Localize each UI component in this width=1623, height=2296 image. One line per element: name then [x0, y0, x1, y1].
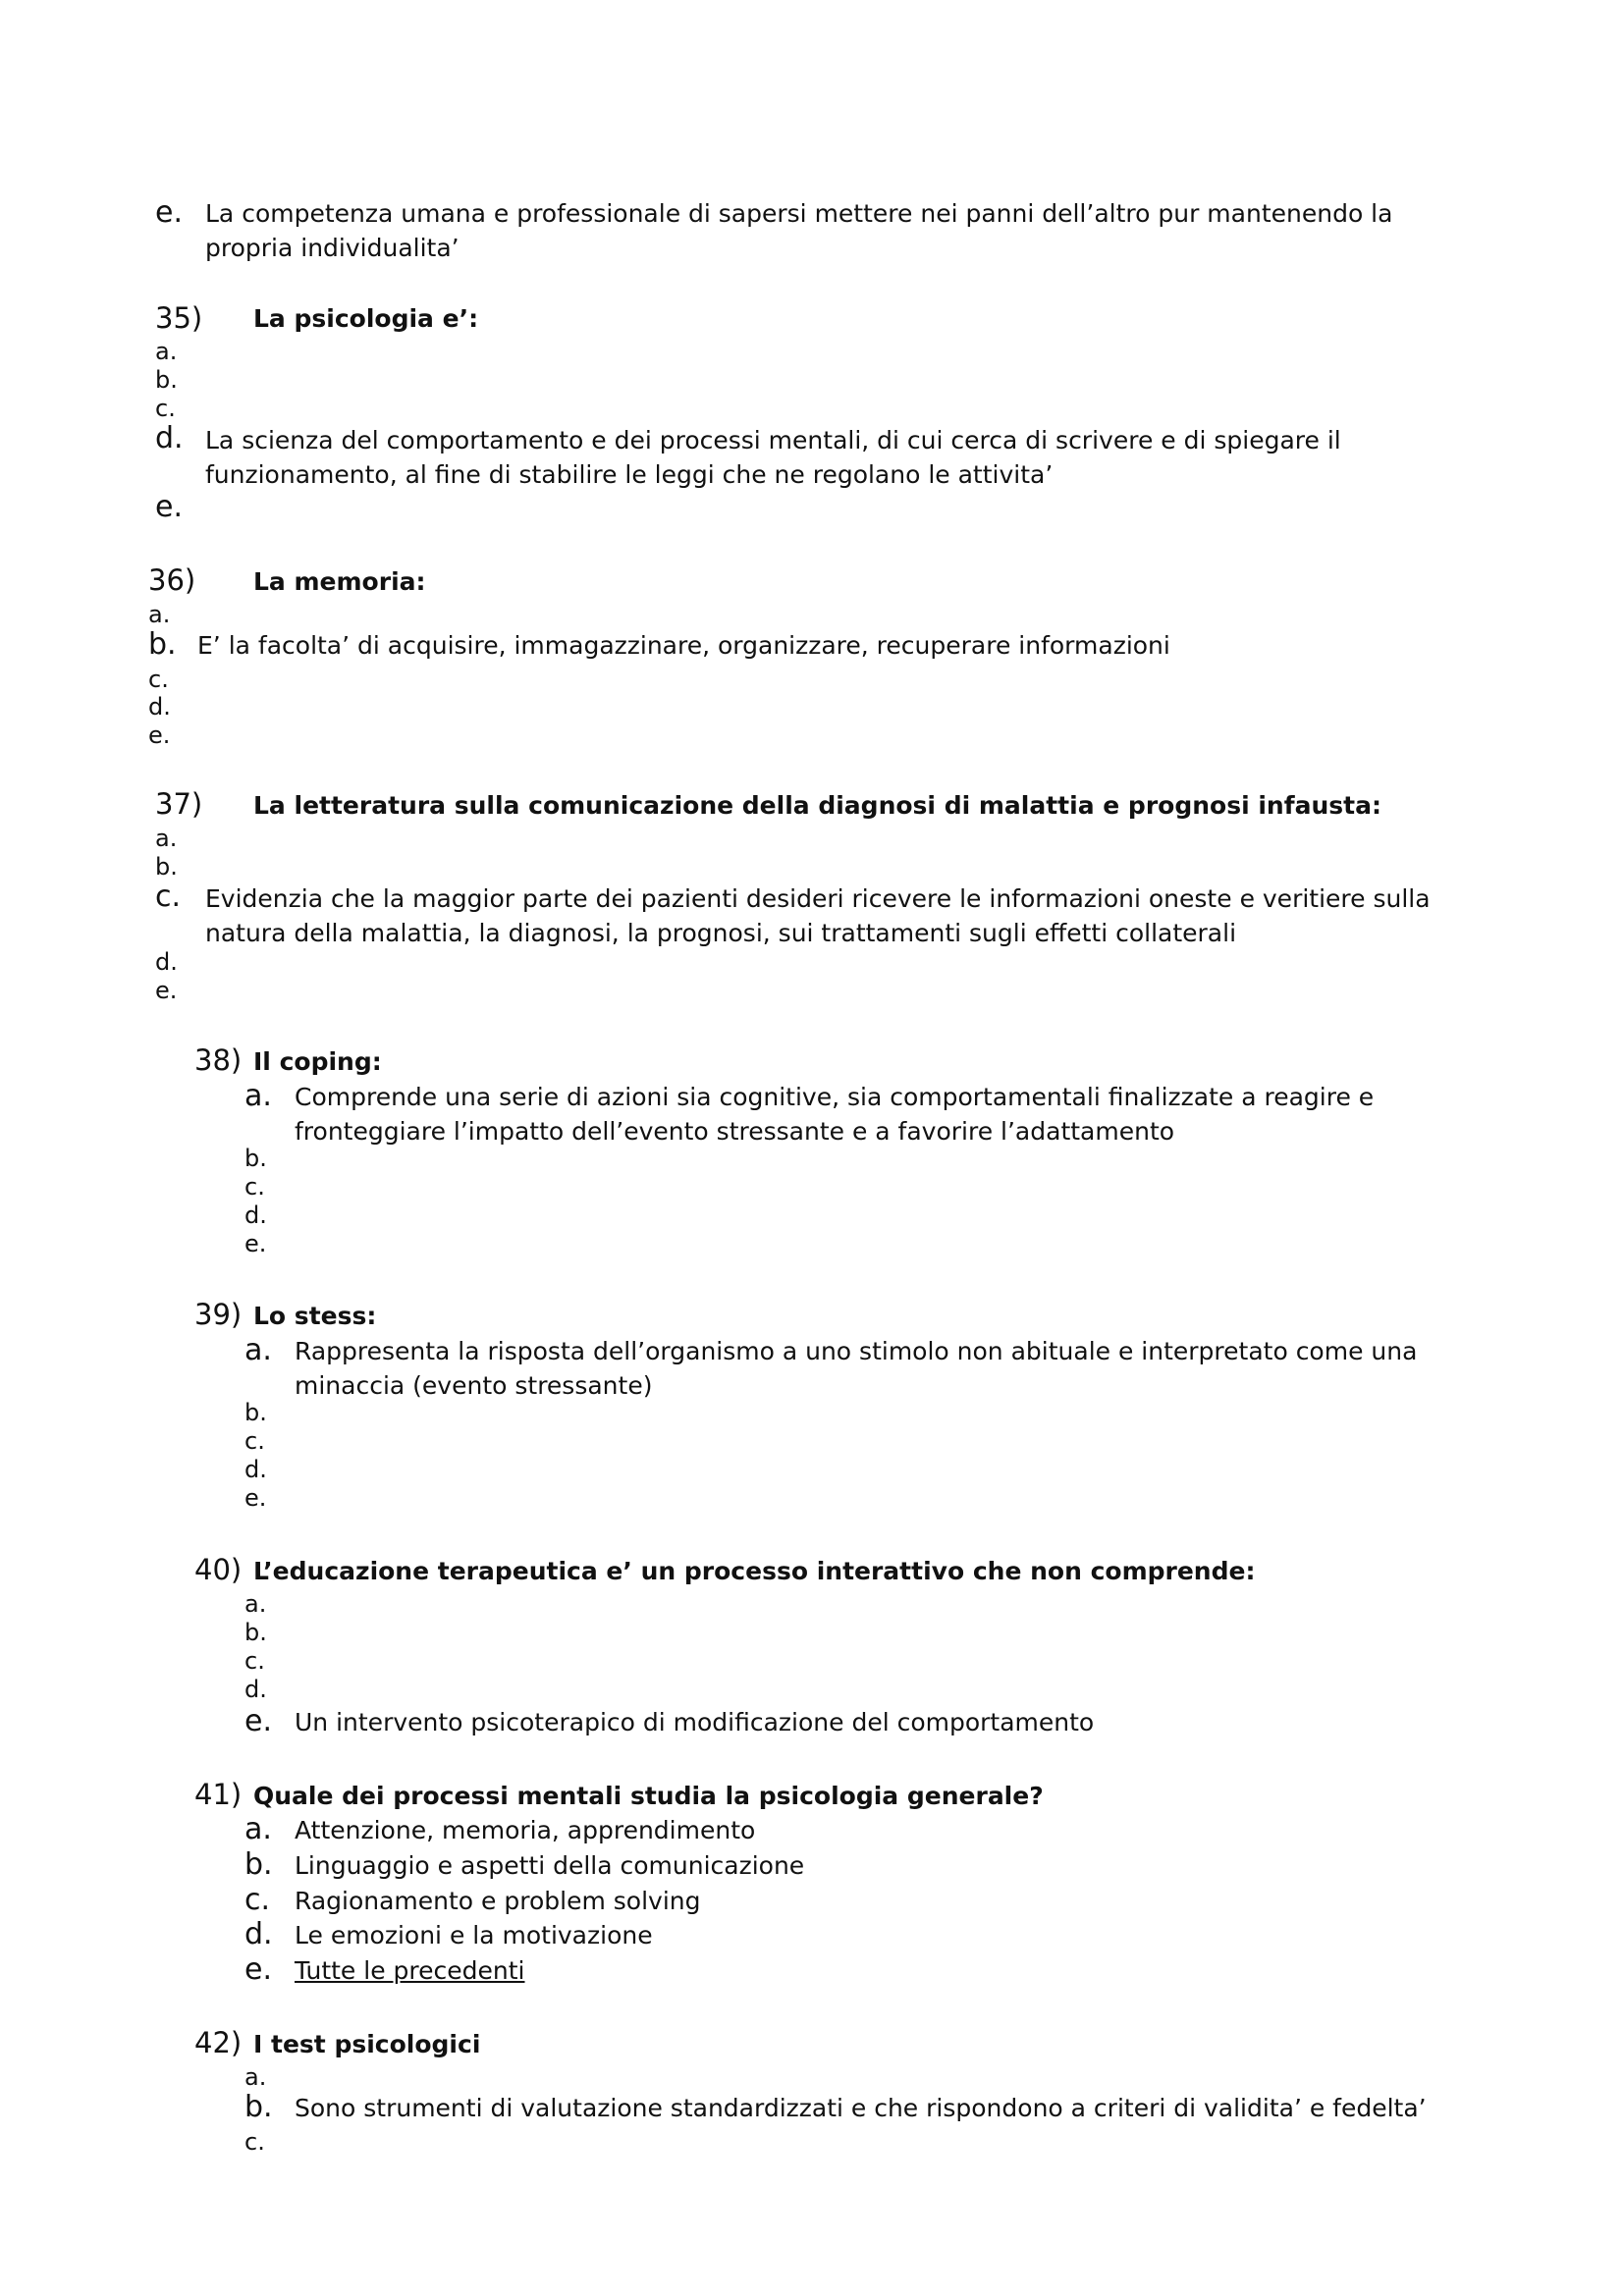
- question-number: 40): [194, 1553, 243, 1586]
- option-letter: a.: [244, 1333, 272, 1367]
- option-text: Evidenzia che la maggior parte dei pazienti desideri ricevere le informazioni oneste e veritiere sulla natura della malattia, la diagnosi, la prognosi, sui trattamenti sugli effetti collaterali: [205, 884, 1431, 947]
- question-text: I test psicologici: [253, 2030, 481, 2058]
- option-letter: a.: [244, 1812, 272, 1846]
- question-number: 41): [194, 1778, 243, 1811]
- option-letter: b.: [244, 1619, 267, 1646]
- option-letter: a.: [148, 601, 171, 628]
- option-letter: e.: [155, 195, 183, 230]
- question-text: La letteratura sulla comunicazione della diagnosi di malattia e prognosi infausta:: [253, 791, 1381, 820]
- option-text: Rappresenta la risposta dell’organismo a uno stimolo non abituale e interpretato come una minaccia (evento stressante): [295, 1337, 1418, 1400]
- option-letter: c.: [244, 1427, 265, 1455]
- option-letter: d.: [244, 1917, 273, 1951]
- option-letter: e.: [155, 977, 178, 1004]
- option-letter: a.: [155, 825, 178, 852]
- question-text: La memoria:: [253, 567, 426, 596]
- option-letter: b.: [244, 2090, 273, 2124]
- question-number: 39): [194, 1298, 243, 1331]
- option-text: E’ la facolta’ di acquisire, immagazzinare, organizzare, recuperare informazioni: [197, 631, 1170, 660]
- option-letter: e.: [148, 721, 171, 749]
- option-letter: d.: [244, 1676, 267, 1703]
- option-letter: c.: [244, 1173, 265, 1201]
- option-letter: c.: [244, 1647, 265, 1675]
- option-letter: c.: [244, 2128, 265, 2156]
- option-letter: d.: [148, 693, 171, 721]
- option-text: Linguaggio e aspetti della comunicazione: [295, 1851, 805, 1880]
- option-letter: e.: [244, 1230, 267, 1257]
- option-letter: d.: [244, 1201, 267, 1229]
- option-letter: d.: [155, 948, 178, 976]
- option-text: Sono strumenti di valutazione standardizzati e che rispondono a criteri di validita’ e fedelta’: [295, 2094, 1427, 2122]
- option-text: Un intervento psicoterapico di modificazione del comportamento: [295, 1708, 1095, 1736]
- option-letter: a.: [244, 2063, 267, 2091]
- option-letter: b.: [155, 366, 178, 394]
- option-letter: b.: [155, 853, 178, 881]
- question-text: Lo stess:: [253, 1302, 377, 1330]
- option-letter: a.: [244, 1590, 267, 1618]
- option-letter: c.: [148, 666, 169, 693]
- option-letter: c.: [244, 1883, 271, 1917]
- option-text: Ragionamento e problem solving: [295, 1887, 701, 1915]
- question-number: 42): [194, 2026, 243, 2059]
- question-number: 36): [148, 563, 196, 597]
- question-text: L’educazione terapeutica e’ un processo interattivo che non comprende:: [253, 1557, 1256, 1585]
- option-letter: a.: [244, 1079, 272, 1113]
- option-letter: d.: [155, 421, 184, 455]
- question-text: Il coping:: [253, 1047, 382, 1076]
- option-text: Comprende una serie di azioni sia cognitive, sia comportamentali finalizzate a reagire e fronteggiare l’impatto dell’evento stressante e a favorire l’adattamento: [295, 1083, 1375, 1146]
- option-text: La scienza del comportamento e dei processi mentali, di cui cerca di scrivere e di spiegare il funzionamento, al fine di stabilire le leggi che ne regolano le attivita’: [205, 426, 1341, 489]
- question-number: 35): [155, 301, 203, 335]
- question-text: Quale dei processi mentali studia la psicologia generale?: [253, 1782, 1044, 1810]
- option-text-selected: Tutte le precedenti: [295, 1956, 525, 1985]
- question-number: 38): [194, 1043, 243, 1077]
- option-letter: b.: [148, 627, 177, 662]
- option-letter: b.: [244, 1145, 267, 1172]
- option-letter: c.: [155, 880, 182, 914]
- option-text: La competenza umana e professionale di sapersi mettere nei panni dell’altro pur mantenendo la propria individualita’: [205, 199, 1393, 262]
- option-letter: a.: [155, 338, 178, 365]
- option-letter: e.: [155, 490, 183, 524]
- option-letter: c.: [155, 395, 176, 422]
- question-text: La psicologia e’:: [253, 304, 479, 333]
- option-letter: b.: [244, 1847, 273, 1882]
- question-number: 37): [155, 787, 203, 821]
- option-letter: e.: [244, 1484, 267, 1512]
- option-letter: e.: [244, 1952, 272, 1987]
- option-text: Attenzione, memoria, apprendimento: [295, 1816, 756, 1844]
- option-letter: d.: [244, 1456, 267, 1483]
- option-text: Le emozioni e la motivazione: [295, 1921, 653, 1949]
- option-letter: e.: [244, 1704, 272, 1738]
- option-letter: b.: [244, 1399, 267, 1426]
